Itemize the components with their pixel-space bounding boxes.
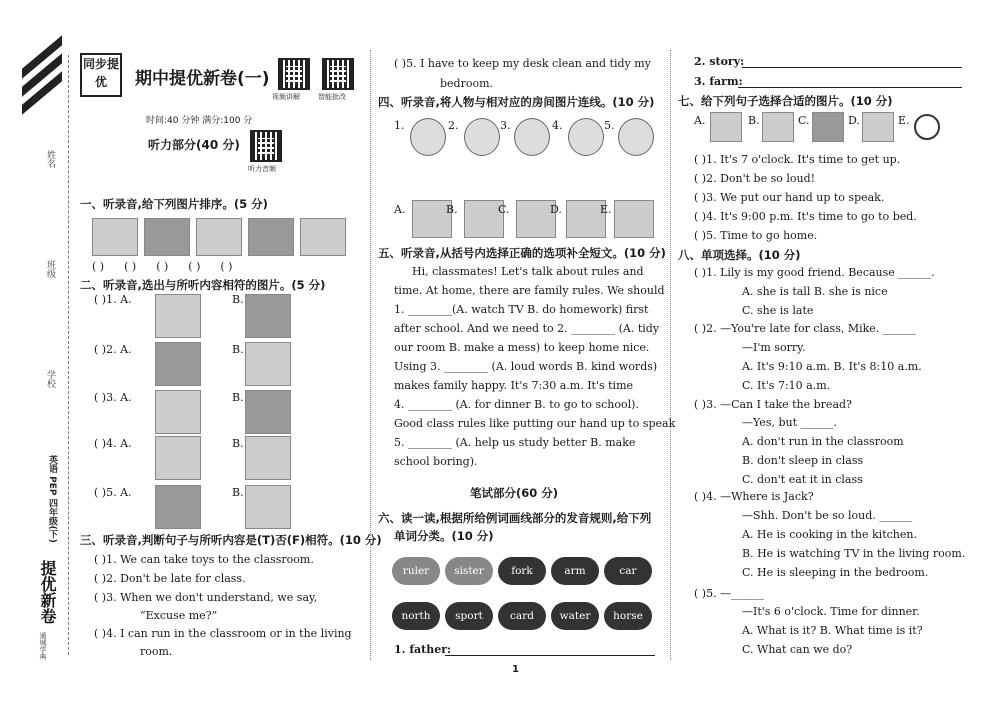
page-number: 1	[512, 664, 519, 675]
school-label: 学校	[45, 370, 55, 388]
picture-option	[862, 112, 894, 142]
picture-letter: C.	[798, 114, 810, 127]
passage-line: 5. ________ (A. help us study better B. make	[394, 436, 636, 449]
passage-line: Good class rules like putting our hand up to speak	[394, 417, 676, 430]
sync-badge: 同步提优	[80, 53, 122, 97]
room-letter: A.	[394, 203, 406, 216]
answer-bracket[interactable]: ( )	[124, 260, 137, 273]
page-title: 期中提优新卷(一)	[135, 69, 270, 89]
written-part-heading: 笔试部分(60 分)	[470, 486, 559, 500]
room-letter: C.	[498, 203, 510, 216]
section-4-title: 四、听录音,将人物与相对应的房间图片连线。(10 分)	[378, 95, 655, 109]
section-3-title: 三、听录音,判断句子与所听内容是(T)否(F)相符。(10 分)	[80, 533, 382, 547]
column-divider	[370, 50, 371, 660]
statement-line: ( )1. We can take toys to the classroom.	[94, 553, 314, 566]
answer-bracket[interactable]: ( )	[156, 260, 169, 273]
choice-line: —It's 6 o'clock. Time for dinner.	[742, 605, 920, 618]
qr-label: 视频讲解	[272, 93, 300, 101]
option-b-label: B.	[232, 437, 244, 450]
qr-code-icon[interactable]	[250, 130, 282, 162]
picture-option	[812, 112, 844, 142]
brand-title: 提优新卷	[38, 560, 57, 624]
picture-letter: B.	[748, 114, 760, 127]
word-oval: ruler	[392, 557, 440, 585]
choice-line: A. What is it? B. What time is it?	[742, 624, 923, 637]
picture-4	[248, 218, 294, 256]
word-oval: sister	[445, 557, 493, 585]
statement-line: ( )3. When we don't understand, we say,	[94, 591, 318, 604]
picture-5	[300, 218, 346, 256]
person-number: 4.	[552, 119, 563, 132]
option-b-label: B.	[232, 486, 244, 499]
section-6-title: 六、读一读,根据所给例词画线部分的发音规则,给下列	[378, 511, 652, 525]
statement-line: room.	[140, 645, 173, 658]
option-b-picture	[245, 342, 291, 386]
passage-line: 4. ________ (A. for dinner B. to go to school).	[394, 398, 639, 411]
person-picture	[618, 118, 654, 156]
choice-line: ( )5. —______	[694, 587, 765, 600]
picture-letter: A.	[694, 114, 706, 127]
statement-line: ( )5. I have to keep my desk clean and tidy my	[394, 57, 651, 70]
option-b-picture	[245, 485, 291, 529]
option-b-label: B.	[232, 391, 244, 404]
choice-line: A. It's 9:10 a.m. B. It's 8:10 a.m.	[742, 360, 922, 373]
sentence-line: ( )5. Time to go home.	[694, 229, 818, 242]
picture-3	[196, 218, 242, 256]
person-picture	[514, 118, 550, 156]
choice-line: C. It's 7:10 a.m.	[742, 379, 831, 392]
option-a-picture	[155, 485, 201, 529]
picture-letter: E.	[898, 114, 910, 127]
binding-strip	[0, 0, 72, 710]
option-a-picture	[155, 342, 201, 386]
sentence-line: ( )4. It's 9:00 p.m. It's time to go to bed.	[694, 210, 917, 223]
choice-line: A. she is tall B. she is nice	[742, 285, 888, 298]
sentence-line: ( )1. It's 7 o'clock. It's time to get up.	[694, 153, 901, 166]
answer-bracket[interactable]: ( )	[92, 260, 105, 273]
statement-line: ( )2. Don't be late for class.	[94, 572, 246, 585]
choice-line: C. she is late	[742, 304, 814, 317]
brand-small: 通城学典	[39, 632, 47, 660]
choice-line: B. He is watching TV in the living room.	[742, 547, 966, 560]
answer-prompt: 3. farm:	[694, 75, 743, 88]
picture-letter: D.	[848, 114, 860, 127]
qr-code-icon[interactable]	[322, 58, 354, 90]
qr-label: 听力音频	[248, 165, 276, 173]
option-a-picture	[155, 294, 201, 338]
question-number: ( )2. A.	[94, 343, 132, 356]
answer-line[interactable]	[742, 67, 962, 68]
word-oval: fork	[498, 557, 546, 585]
person-number: 3.	[500, 119, 511, 132]
section-1-title: 一、听录音,给下列图片排序。(5 分)	[80, 197, 268, 211]
person-number: 2.	[448, 119, 459, 132]
choice-line: A. don't run in the classroom	[742, 435, 904, 448]
person-picture	[568, 118, 604, 156]
picture-option	[710, 112, 742, 142]
option-b-picture	[245, 436, 291, 480]
qr-label: 智能批改	[318, 93, 346, 101]
choice-line: A. He is cooking in the kitchen.	[742, 528, 917, 541]
section-8-title: 八、单项选择。(10 分)	[678, 248, 801, 262]
choice-line: ( )4. —Where is Jack?	[694, 490, 814, 503]
answer-bracket[interactable]: ( )	[220, 260, 233, 273]
option-b-picture	[245, 294, 291, 338]
answer-bracket[interactable]: ( )	[188, 260, 201, 273]
choice-line: ( )3. —Can I take the bread?	[694, 398, 852, 411]
word-oval: north	[392, 602, 440, 630]
passage-line: our room B. make a mess) to keep home nice.	[394, 341, 650, 354]
sentence-line: ( )2. Don't be so loud!	[694, 172, 816, 185]
choice-line: C. He is sleeping in the bedroom.	[742, 566, 929, 579]
word-oval: car	[604, 557, 652, 585]
passage-line: time. At home, there are family rules. We should	[394, 284, 665, 297]
quiet-sign-icon	[914, 114, 940, 140]
picture-2	[144, 218, 190, 256]
room-letter: E.	[600, 203, 612, 216]
answer-line[interactable]	[445, 655, 655, 656]
class-label: 班级	[45, 260, 55, 278]
section-7-title: 七、给下列句子选择合适的图片。(10 分)	[678, 94, 893, 108]
picture-option	[762, 112, 794, 142]
choice-line: —Shh. Don't be so loud. ______	[742, 509, 913, 522]
room-letter: B.	[446, 203, 458, 216]
question-number: ( )3. A.	[94, 391, 132, 404]
answer-line[interactable]	[738, 87, 962, 88]
question-number: ( )1. A.	[94, 293, 132, 306]
person-picture	[464, 118, 500, 156]
section-5-title: 五、听录音,从括号内选择正确的选项补全短文。(10 分)	[378, 246, 666, 260]
passage-line: makes family happy. It's 7:30 a.m. It's time	[394, 379, 634, 392]
word-oval: sport	[445, 602, 493, 630]
option-a-picture	[155, 390, 201, 434]
option-b-picture	[245, 390, 291, 434]
choice-line: C. don't eat it in class	[742, 473, 863, 486]
statement-line: bedroom.	[440, 77, 494, 90]
person-number: 1.	[394, 119, 405, 132]
qr-code-icon[interactable]	[278, 58, 310, 90]
choice-line: ( )2. —You're late for class, Mike. ______	[694, 322, 916, 335]
choice-line: —I'm sorry.	[742, 341, 806, 354]
passage-line: school boring).	[394, 455, 478, 468]
word-oval: horse	[604, 602, 652, 630]
question-number: ( )5. A.	[94, 486, 132, 499]
picture-1	[92, 218, 138, 256]
room-letter: D.	[550, 203, 562, 216]
word-oval: arm	[551, 557, 599, 585]
passage-line: 1. ________(A. watch TV B. do homework) first	[394, 303, 649, 316]
choice-line: C. What can we do?	[742, 643, 853, 656]
choice-line: ( )1. Lily is my good friend. Because ______.	[694, 266, 935, 279]
person-picture	[410, 118, 446, 156]
name-label: 姓名	[45, 150, 55, 168]
listening-part-heading: 听力部分(40 分)	[148, 138, 240, 152]
option-b-label: B.	[232, 343, 244, 356]
answer-prompt: 2. story:	[694, 55, 745, 68]
section-6-title: 单词分类。(10 分)	[394, 529, 494, 543]
room-picture	[614, 200, 654, 238]
question-number: ( )4. A.	[94, 437, 132, 450]
statement-line: “Excuse me?”	[140, 609, 218, 622]
word-oval: water	[551, 602, 599, 630]
grade-label: 英语 PEP 四年级(下)	[47, 455, 57, 543]
person-number: 5.	[604, 119, 615, 132]
section-2-title: 二、听录音,选出与所听内容相符的图片。(5 分)	[80, 278, 326, 292]
answer-prompt: 1. father:	[394, 643, 452, 656]
statement-line: ( )4. I can run in the classroom or in the living	[94, 627, 352, 640]
passage-line: Using 3. ________ (A. loud words B. kind words)	[394, 360, 658, 373]
time-score: 时间:40 分钟 满分:100 分	[146, 116, 253, 126]
option-b-label: B.	[232, 293, 244, 306]
cut-line	[68, 55, 69, 655]
option-a-picture	[155, 436, 201, 480]
passage-line: Hi, classmates! Let's talk about rules and	[412, 265, 644, 278]
passage-line: after school. And we need to 2. ________ (A. tidy	[394, 322, 660, 335]
column-divider	[670, 50, 671, 660]
choice-line: —Yes, but ______.	[742, 416, 837, 429]
sentence-line: ( )3. We put our hand up to speak.	[694, 191, 885, 204]
word-oval: card	[498, 602, 546, 630]
answer-row	[92, 257, 362, 276]
choice-line: B. don't sleep in class	[742, 454, 864, 467]
